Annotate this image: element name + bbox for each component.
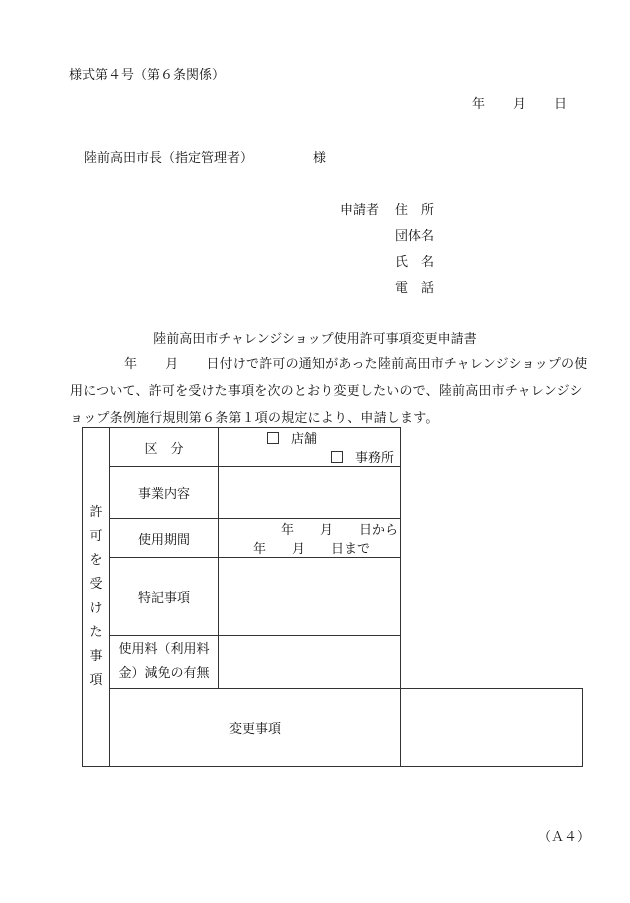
period-start-day: 日から — [359, 523, 399, 538]
body-text: 日付けで許可の通知があった陸前高田市チャレンジショップの使用について、許可を受けた事項を次のとおり変更したいので、陸前高田市チャレンジショップ条例施行規則第６条第１項の規定により、申請します。 — [70, 357, 588, 426]
date-month: 月 — [513, 97, 527, 112]
addressee-name: 陸前高田市長（指定管理者） — [84, 151, 254, 166]
vertical-label-char: を — [89, 553, 103, 568]
date-day: 日 — [554, 97, 568, 112]
period-end-year: 年 — [253, 542, 267, 557]
business-label: 事業内容 — [110, 467, 219, 519]
vertical-label-char: 許 — [89, 505, 103, 520]
applicant-phone-label: 電 話 — [395, 281, 435, 296]
date-year: 年 — [472, 97, 486, 112]
change-field[interactable] — [401, 689, 583, 767]
fee-label-line1: 使用料（利用料 — [118, 642, 210, 657]
period-end-month: 月 — [292, 542, 306, 557]
applicant-address-label: 住 所 — [395, 203, 435, 218]
fee-label — [110, 636, 219, 689]
addressee — [84, 147, 326, 166]
document-title: 陸前高田市チャレンジショップ使用許可事項変更申請書 — [153, 332, 477, 347]
vertical-label-char: た — [89, 625, 103, 640]
vertical-label-cell — [83, 428, 110, 767]
option-office-label: 事務所 — [355, 451, 395, 466]
option-office[interactable] — [331, 447, 394, 466]
vertical-label-char: 事 — [89, 649, 103, 664]
checkbox-icon[interactable] — [267, 432, 279, 444]
checkbox-icon[interactable] — [331, 451, 343, 463]
special-label: 特記事項 — [110, 558, 219, 636]
business-field[interactable] — [219, 467, 401, 519]
period-field[interactable] — [219, 519, 401, 558]
paper-size: （Ａ４） — [538, 830, 591, 845]
date-line — [472, 93, 567, 112]
change-label: 変更事項 — [110, 689, 401, 767]
category-options — [219, 428, 401, 467]
special-field[interactable] — [219, 558, 401, 636]
vertical-label-char: け — [89, 601, 103, 616]
vertical-label — [83, 501, 109, 693]
applicant-label: 申請者 — [340, 203, 380, 218]
permission-table — [82, 427, 583, 767]
applicant-block — [340, 198, 434, 302]
body-month: 月 — [165, 357, 179, 372]
fee-field[interactable] — [219, 636, 401, 689]
period-start-year: 年 — [281, 523, 295, 538]
vertical-label-char: 項 — [89, 673, 103, 688]
period-end-day: 日まで — [331, 542, 371, 557]
period-start-month: 月 — [320, 523, 334, 538]
category-label: 区 分 — [110, 428, 219, 467]
vertical-label-char: 受 — [89, 577, 103, 592]
fee-label-line2: 金）減免の有無 — [118, 666, 210, 681]
body-year: 年 — [124, 357, 138, 372]
vertical-label-char: 可 — [89, 529, 103, 544]
addressee-honorific: 様 — [313, 151, 327, 166]
applicant-group-label: 団体名 — [395, 229, 435, 244]
form-number: 様式第４号（第６条関係） — [69, 68, 226, 83]
body-paragraph — [70, 351, 590, 432]
period-label: 使用期間 — [110, 519, 219, 558]
applicant-name-label: 氏 名 — [395, 255, 435, 270]
option-shop[interactable] — [267, 428, 317, 447]
option-shop-label: 店舗 — [291, 432, 318, 447]
